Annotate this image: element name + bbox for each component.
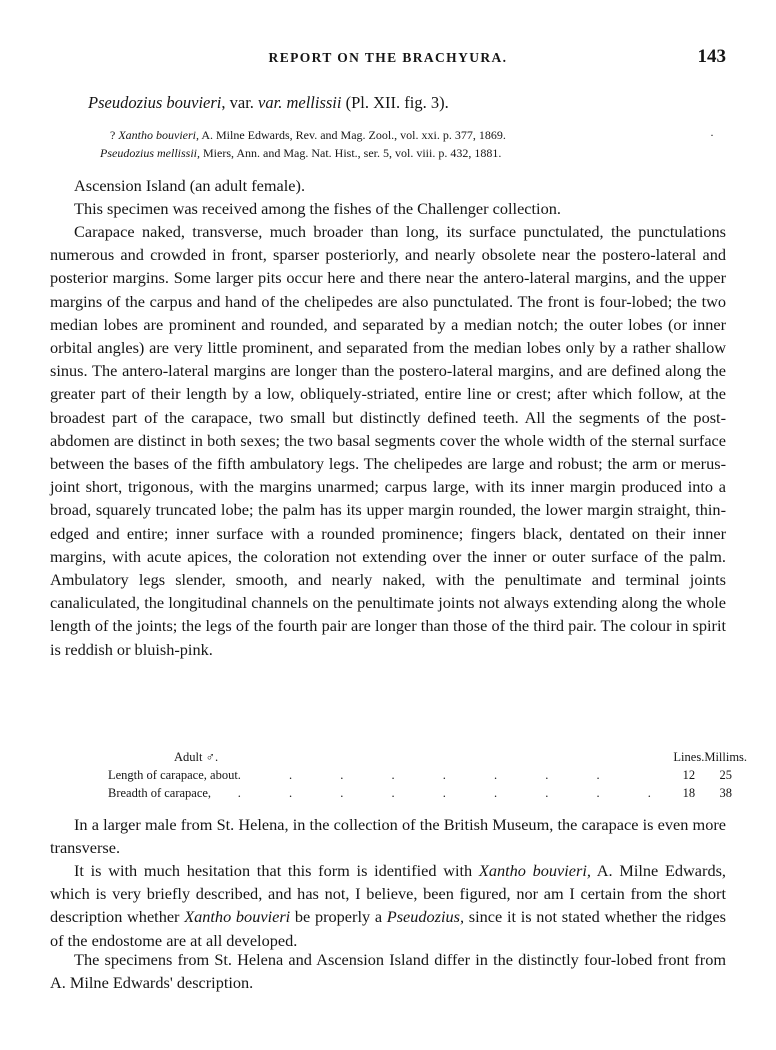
stray-dot-mark: ·: [710, 128, 714, 142]
measurements-table: [108, 748, 747, 802]
page-number: 143: [697, 46, 726, 67]
measurements-header-label: Adult ♂.: [174, 750, 219, 764]
variety-name: var. var. mellissii: [229, 93, 342, 112]
synonym-entry: ? Xantho bouvieri, A. Milne Edwards, Rev. and Mag. Zool., vol. xxi. p. 377, 1869. ·: [110, 128, 714, 142]
synonym-reference: Miers, Ann. and Mag. Nat. Hist., ser. 5, vol. viii. p. 432, 1881.: [203, 146, 502, 160]
synonym-name: Xantho bouvieri,: [118, 128, 199, 142]
measurements-header-lines: Lines.: [673, 750, 705, 764]
species-title: Pseudozius bouvieri, var. var. mellissii (Pl. XII. fig. 3).: [88, 93, 449, 112]
measurement-mm: 38: [719, 786, 732, 800]
paragraph-comparison: The specimens from St. Helena and Ascension Island differ in the distinctly four-lobed front from A. Milne Edwards' description.: [50, 950, 726, 993]
synonym-reference: A. Milne Edwards, Rev. and Mag. Zool., vol. xxi. p. 377, 1869.: [201, 128, 506, 142]
leader-dots: . . . . . . . .: [237, 768, 623, 782]
paragraph-identification: It is with much hesitation that this form is identified with Xantho bouvieri, A. Milne Edwards, which is very briefly described, and has not, I believe, been figured, nor am I certain from the short description whether Xantho bouvieri be properly a Pseudozius, since it is not stated whether the ridges of the endostome are at all developed.: [50, 861, 726, 950]
measurement-label: Length of carapace, about: [108, 768, 238, 782]
measurement-label: Breadth of carapace,: [108, 786, 212, 800]
synonym-entry: [100, 144, 740, 162]
measurement-row: [108, 784, 747, 802]
measurement-lines: 12: [682, 768, 696, 782]
measurement-mm: 25: [719, 768, 732, 782]
leader-dots: . . . . . . . . .: [237, 786, 674, 800]
measurements-header-mm: Millims.: [704, 750, 748, 764]
running-head: REPORT ON THE BRACHYURA.: [268, 50, 508, 65]
species-name: Pseudozius bouvieri: [88, 93, 222, 112]
paragraph-collection-note: This specimen was received among the fishes of the Challenger collection.: [74, 199, 561, 218]
plate-reference: (Pl. XII. fig. 3).: [345, 93, 449, 112]
synonymy-list: [100, 126, 740, 162]
paragraph-description: Carapace naked, transverse, much broader than long, its surface punctulated, the punctulations numerous and crowded in front, sparser posteriorly, and nearly obsolete near the postero-lateral and posterior margins. Some larger pits occur here and there near the antero-lateral margins, and the upper margins of the carpus and hand of the chelipedes are also punctulated. The front is four-lobed; the two median lobes are prominent and rounded, and separated by a median notch; the outer lobes (or inner orbital angles) are very little prominent, and separated from the median lobes only by a rather shallow sinus. The antero-lateral margins are longer than the postero-lateral margins, and are defined along the greater part of their length by a low, obliquely-striated, entire line or crest; after which follow, at the broadest part of the carapace, two small but distinctly defined teeth. All the segments of the post-abdomen are distinct in both sexes; the two basal segments cover the whole width of the sternal surface between the bases of the fifth ambulatory legs. The chelipedes are large and robust; the arm or merus-joint short, trigonous, with the margins unarmed; carpus large, with its inner margin produced into a broad, squarely truncated lobe; the palm has its upper margin rounded, the lower margin straight, thin-edged and entire; inner surface with a rounded prominence; fingers black, dentated on their inner margins, with acute apices, the coloration not extending over the inner or outer surface of the palm. Ambulatory legs slender, smooth, and nearly naked, with the penultimate and terminal joints canaliculated, the longitudinal channels on the penultimate joints not always extending along the whole length of the joints; the legs of the fourth pair are longer than those of the third pair. The colour in spirit is reddish or bluish-pink.: [50, 222, 726, 659]
synonym-name: Pseudozius mellissii,: [100, 146, 201, 160]
locality-line: Ascension Island (an adult female).: [74, 176, 306, 195]
paragraph-st-helena: In a larger male from St. Helena, in the collection of the British Museum, the carapace is even more transverse.: [50, 815, 726, 858]
page-header: [0, 46, 776, 72]
measurement-lines: 18: [682, 786, 696, 800]
measurement-row: [108, 766, 747, 784]
measurements-header-row: [108, 748, 747, 766]
